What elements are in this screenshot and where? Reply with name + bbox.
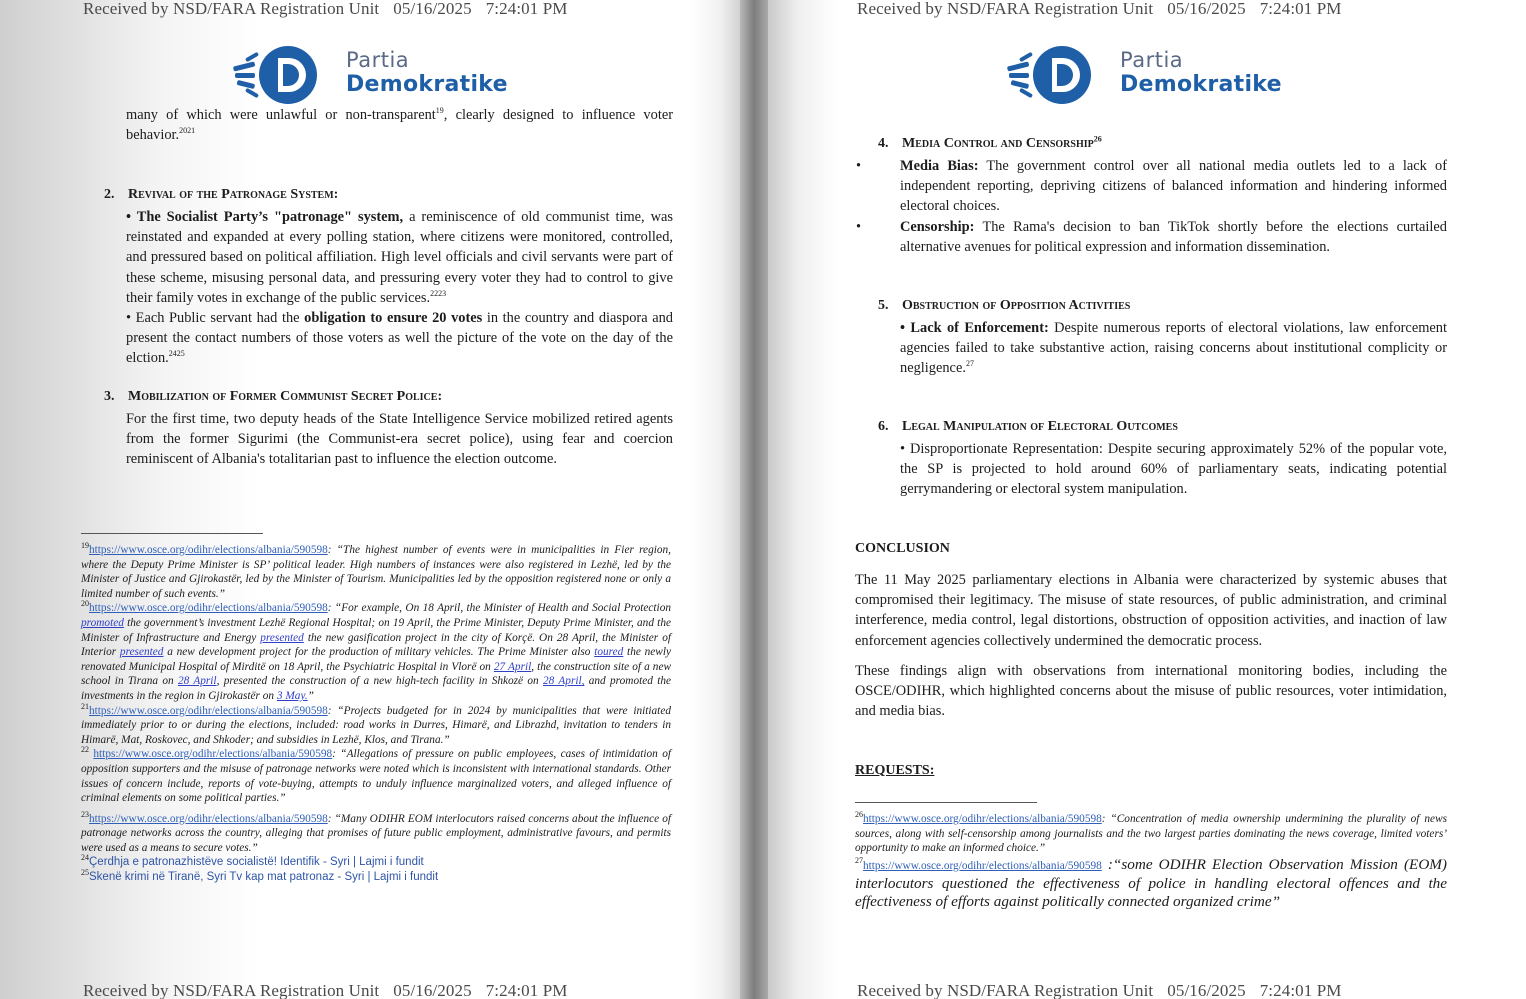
footnote-link[interactable]: https://www.osce.org/odihr/elections/albania/590598	[863, 859, 1102, 872]
section-heading-4: 4. Media Control and Censorship$^{26}$	[878, 134, 1102, 151]
intro-paragraph: many of which were unlawful or non-transparent$^{19}$, clearly designed to influence voter behavior.$^{2021}$	[126, 106, 674, 144]
footnotes-left	[81, 543, 671, 885]
footnote-link[interactable]: https://www.osce.org/odihr/elections/albania/590598	[89, 812, 328, 825]
footnote-separator	[855, 802, 1037, 803]
registration-stamp-bottom: Received by NSD/FARA Registration Unit 05/16/2025 7:24:01 PM	[857, 981, 1342, 999]
footnote-25: $^{25}$Skenë krimi në Tiranë, Syri Tv kap mat patronaz - Syri | Lajmi i fundit	[81, 868, 439, 884]
footnote-link[interactable]: https://www.osce.org/odihr/elections/albania/590598	[93, 748, 333, 761]
party-logo	[1007, 44, 1307, 114]
footnote-27: $^{27}$https://www.osce.org/odihr/elections/albania/590598 :“some ODIHR Election Observation Mission (EOM) interlocutors questioned the effectiveness of police in handling electoral offences and the effectiveness of efforts against politically connected organized crime”	[855, 855, 1447, 910]
party-logo-icon	[1007, 44, 1097, 106]
logo-text-demokratike: Demokratike	[1120, 72, 1282, 97]
inline-link-28-april[interactable]: 28 April,	[543, 675, 585, 688]
inline-link-27-april[interactable]: 27 April	[493, 660, 532, 673]
section-heading-3: 3. Mobilization of Former Communist Secret Police:	[104, 389, 443, 404]
inline-link-toured[interactable]: toured	[594, 646, 624, 659]
footnote-26: $^{26}$https://www.osce.org/odihr/elections/albania/590598: “Concentration of media ownership undermining the plurality of news sources, along with self-censorship among journalists and the two largest parties dominating the news coverage, limited voters’ opportunity to make an informed choice.”	[855, 810, 1447, 855]
registration-stamp-bottom: Received by NSD/FARA Registration Unit 05/16/2025 7:24:01 PM	[83, 981, 568, 999]
conclusion-body: The 11 May 2025 parliamentary elections in Albania were characterized by systemic abuses that compromised their legitimacy. The misuse of state resources, of public administration, and criminal interference, media control, legal distortions, obstruction of opposition activities, and inaction of law enforcement agencies collectively undermined the democratic process. These findings align with observations from international monitoring bodies, including the OSCE/ODIHR, which highlighted concerns about the misuse of public resources, voter intimidation, and media bias.	[855, 572, 1447, 720]
inline-link-presented[interactable]: presented	[119, 646, 164, 659]
registration-stamp-top: Received by NSD/FARA Registration Unit 05/16/2025 7:24:01 PM	[857, 0, 1342, 18]
logo-text-partia: Partia	[346, 48, 410, 72]
section-4-body: • Media Bias: The government control over all national media outlets led to a lack of independent reporting, depriving citizens of balanced information and hindering informed electoral choices. • Censorship: The Rama's decision to ban TikTok shortly before the elections curtailed alternative avenues for political expression and information dissemination.	[856, 158, 1447, 255]
conclusion-heading: CONCLUSION	[855, 541, 950, 556]
section-3-body: For the first time, two deputy heads of the State Intelligence Service mobilized retired agents from the former Sigurimi (the Communist-era secret police), using fear and coercion reminiscent of Albania's totalitarian past to influence the election outcome.	[126, 411, 673, 468]
inline-link-promoted[interactable]: promoted	[81, 616, 124, 629]
footnote-20: $^{20}$https://www.osce.org/odihr/elections/albania/590598: “For example, On 18 April, the Minister of Health and Social Protection promoted the government’s investment Lezhë Regional Hospital; on 19 April, the Prime Minister, Deputy Prime Minister, and the Minister of Infrastructure and Energy presented the new gasification project in the city of Korçë. On 28 April, the Minister of Interior presented a new development project for the production of military vehicles. The Prime Minister also toured the newly renovated Municipal Hospital of Mirditë on 18 April, the Psychiatric Hospital in Vlorë on 27 April, the construction site of a new school in Tirana on 28 April, presented the construction of a new high-tech facility in Shkozë on 28 April, and promoted the investments in the region in Gjirokastër on 3 May.”	[81, 599, 672, 702]
footnote-24: $^{24}$Çerdhja e patronazhistëve socialistë! Identifik - Syri | Lajmi i fundit	[81, 853, 424, 869]
inline-link-28-april[interactable]: 28 April	[177, 675, 217, 688]
footnote-link[interactable]: https://www.osce.org/odihr/elections/albania/590598	[89, 544, 328, 556]
inline-link-3-may[interactable]: 3 May.	[276, 689, 308, 702]
section-6-body: • Disproportionate Representation: Despite securing approximately 52% of the popular vote, the SP is projected to hold around 60% of parliamentary seats, indicating potential gerrymandering or electoral system manipulation.	[900, 441, 1447, 498]
footnote-22: $^{22}$ https://www.osce.org/odihr/elections/albania/590598: “Allegations of pressure on public employees, cases of intimidation of opposition supporters and the misuse of patronage networks were noted which is inconsistent with international standards. Other issues of concern include, reports of vote-buying, attempts to unduly influence marginalized voters, and alleged influence of criminal elements on some political parties.”	[81, 745, 671, 805]
footnotes-right	[855, 812, 1447, 911]
footnote-link[interactable]: https://www.osce.org/odihr/elections/albania/590598	[863, 813, 1102, 825]
section-5-body: • Lack of Enforcement: Despite numerous reports of electoral violations, law enforcement agencies failed to take substantive action, raising concerns about institutional complicity or negligence.$^{27}$	[900, 320, 1447, 377]
section-heading-6: 6. Legal Manipulation of Electoral Outcomes	[878, 419, 1178, 434]
logo-text-partia: Partia	[1120, 48, 1184, 72]
document-page-right	[768, 0, 1526, 999]
footnote-link[interactable]: https://www.osce.org/odihr/elections/albania/590598	[89, 704, 328, 717]
inline-link-presented[interactable]: presented	[260, 631, 304, 644]
footnote-21: $^{21}$https://www.osce.org/odihr/elections/albania/590598: “Projects budgeted for in 2024 by municipalities that were initiated immediately prior to or during the elections, included: road works in Durres, Himarë, and Librazhd, invitation to tenders in Himarë, Mat, Roskovec, and Shkoder; and subsidies in Lezhë, Klos, and Tirana.”	[81, 701, 671, 746]
document-page-left	[0, 0, 740, 999]
footnote-19: $^{19}$https://www.osce.org/odihr/elections/albania/590598: “The highest number of events were in municipalities in Fier region, where the Deputy Prime Minister is SP’ political leader. High numbers of instances were also registered in Lezhë, led by the Minister of Justice and Gjirokastër, led by the Minister of Tourism. Municipalities led by the opposition registered none or only a limited number of such events.”	[81, 541, 671, 600]
section-heading-2: 2. Revival of the Patronage System:	[104, 187, 339, 202]
requests-heading: REQUESTS:	[855, 763, 935, 778]
party-logo	[233, 44, 533, 114]
section-2-body: • The Socialist Party’s "patronage" system, a reminiscence of old communist time, was reinstated and expanded at every polling station, where citizens were monitored, controlled, and pressured based on political affiliation. High level officials and civil servants were part of these scheme, misusing personal data, and pressuring every voter they had to control to give their family votes in exchange of the public services.$^{2223}$ • Each Public servant had the obligation to ensure 20 votes in the country and diaspora and present the contact numbers of those voters as well the picture of the vote on the day of the elction.$^{2425}$	[126, 209, 673, 367]
section-heading-5: 5. Obstruction of Opposition Activities	[878, 298, 1131, 313]
footnote-23: $^{23}$https://www.osce.org/odihr/elections/albania/590598: “Many ODIHR EOM interlocutors raised concerns about the influence of patronage networks across the country, alleging that promises of future public employment, administrative favours, and permits were used as a means to secure votes.”	[81, 809, 671, 854]
registration-stamp-top: Received by NSD/FARA Registration Unit 05/16/2025 7:24:01 PM	[83, 0, 568, 18]
footnote-link[interactable]: Çerdhja e patronazhistëve socialistë! Identifik - Syri | Lajmi i fundit	[89, 856, 424, 869]
party-logo-icon	[233, 44, 323, 106]
logo-text-demokratike: Demokratike	[346, 72, 508, 97]
footnote-link[interactable]: Skenë krimi në Tiranë, Syri Tv kap mat patronaz - Syri | Lajmi i fundit	[89, 871, 439, 884]
footnote-link[interactable]: https://www.osce.org/odihr/elections/albania/590598	[89, 602, 328, 615]
footnote-separator	[81, 533, 263, 534]
book-gutter	[740, 0, 768, 999]
